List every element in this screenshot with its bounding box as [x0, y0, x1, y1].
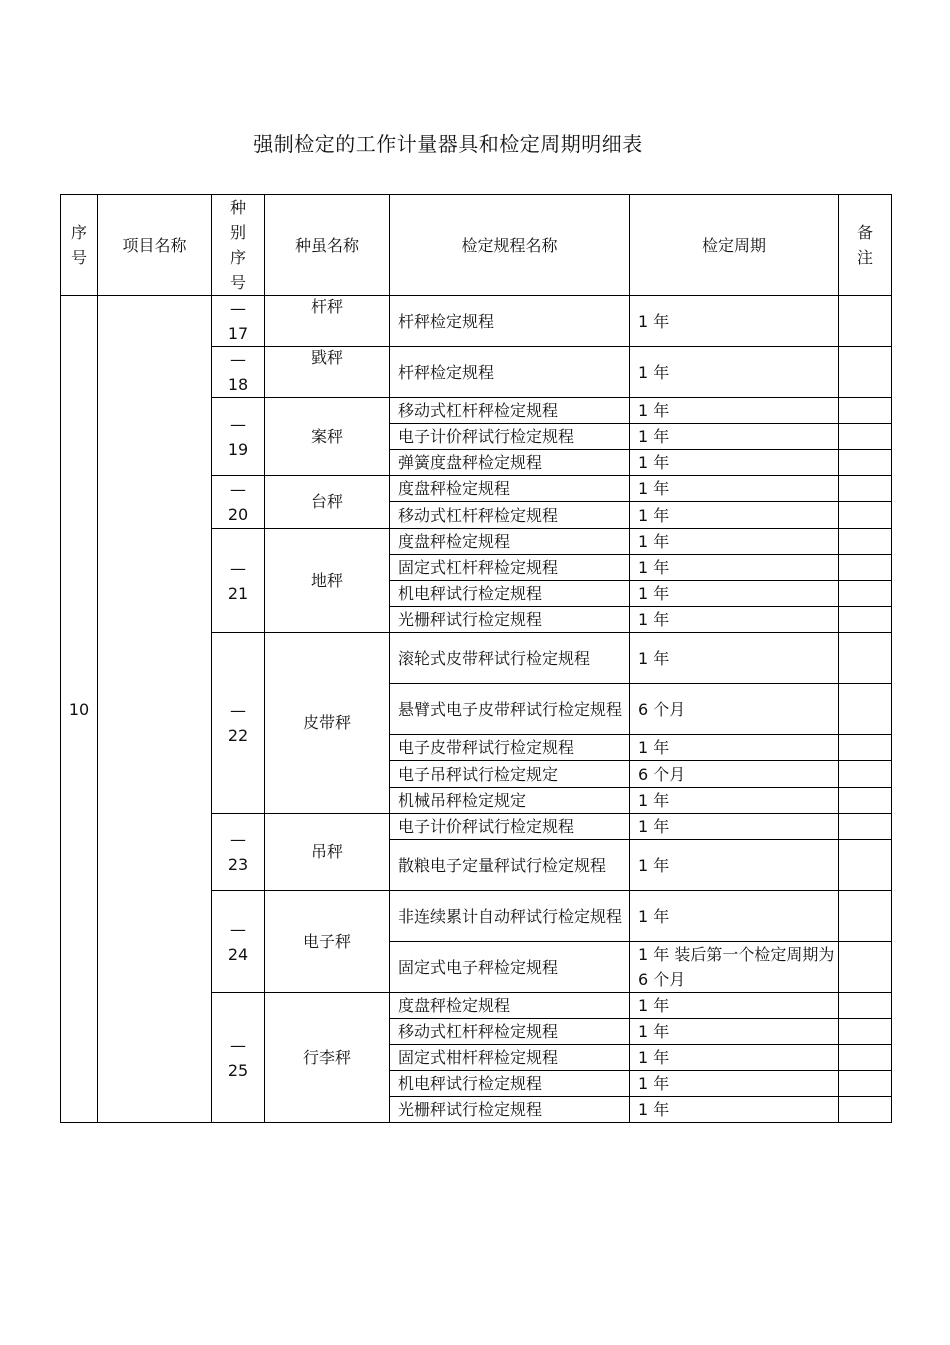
seq-cell: 10: [61, 296, 98, 1123]
cycle-cell: 1 年: [630, 1045, 839, 1071]
category-seq-cell: [212, 814, 265, 891]
regulation-cell: 度盘秤检定规程: [390, 529, 630, 555]
remark-cell: [839, 1071, 892, 1097]
remark-cell: [839, 424, 892, 450]
cycle-cell: 1 年: [630, 502, 839, 529]
category-name-cell: 杆秤: [265, 296, 390, 347]
table-body: [61, 296, 892, 1123]
category-dash: —: [230, 350, 246, 369]
category-number: 22: [227, 726, 249, 745]
cycle-cell: 1 年: [630, 1071, 839, 1097]
remark-cell: [839, 1097, 892, 1123]
verification-table: [60, 194, 892, 1123]
remark-cell: [839, 502, 892, 529]
category-seq-cell: [212, 633, 265, 814]
regulation-cell: 光栅秤试行检定规程: [390, 1097, 630, 1123]
cycle-cell: 1 年: [630, 788, 839, 814]
remark-cell: [839, 993, 892, 1019]
remark-cell: [839, 529, 892, 555]
category-number: 21: [227, 583, 249, 603]
category-seq-cell: [212, 398, 265, 476]
category-dash: —: [230, 480, 246, 499]
remark-cell: [839, 891, 892, 942]
cycle-cell: 1 年: [630, 1097, 839, 1123]
remark-cell: [839, 788, 892, 814]
category-name-cell: 行李秤: [265, 993, 390, 1123]
category-seq-cell: [212, 476, 265, 529]
cycle-cell: 1 年: [630, 347, 839, 398]
cycle-cell: 1 年: [630, 450, 839, 476]
regulation-cell: 电子吊秤试行检定规定: [390, 761, 630, 788]
cycle-cell: 1 年: [630, 814, 839, 840]
header-row: [61, 195, 892, 296]
header-project: 项目名称: [98, 195, 212, 296]
regulation-cell: 悬臂式电子皮带秤试行检定规程: [390, 684, 630, 735]
category-seq-cell: [212, 529, 265, 633]
category-number: 24: [227, 944, 249, 964]
regulation-cell: 机电秤试行检定规程: [390, 1071, 630, 1097]
remark-cell: [839, 347, 892, 398]
regulation-cell: 固定式杠杆秤检定规程: [390, 555, 630, 581]
remark-cell: [839, 814, 892, 840]
cycle-cell: 1 年: [630, 735, 839, 761]
category-name-cell: 案秤: [265, 398, 390, 476]
cycle-cell: 1 年: [630, 840, 839, 891]
category-name-cell: 电子秤: [265, 891, 390, 993]
category-number: 23: [227, 855, 249, 874]
header-remark: 备注: [839, 195, 892, 296]
category-dash: —: [230, 830, 246, 849]
category-number: 20: [227, 505, 249, 524]
regulation-cell: 移动式杠杆秤检定规程: [390, 398, 630, 424]
regulation-cell: 电子计价秤试行检定规程: [390, 814, 630, 840]
regulation-cell: 机电秤试行检定规程: [390, 581, 630, 607]
cycle-cell: 1 年: [630, 633, 839, 684]
remark-cell: [839, 581, 892, 607]
cycle-cell: 1 年: [630, 398, 839, 424]
table-row: [61, 296, 892, 347]
cycle-cell: 1 年: [630, 1019, 839, 1045]
regulation-cell: 固定式柑杆秤检定规程: [390, 1045, 630, 1071]
category-dash: —: [230, 558, 246, 578]
category-name-cell: 地秤: [265, 529, 390, 633]
regulation-cell: 移动式杠杆秤检定规程: [390, 502, 630, 529]
header-cat-name: 种虽名称: [265, 195, 390, 296]
header-cycle: 检定周期: [630, 195, 839, 296]
header-cat-seq: 种别序号: [212, 195, 265, 296]
regulation-cell: 杆秤检定规程: [390, 296, 630, 347]
cycle-cell: 1 年: [630, 296, 839, 347]
category-number: 18: [227, 375, 249, 394]
document-title: 强制检定的工作计量器具和检定周期明细表: [253, 132, 643, 156]
regulation-cell: 散粮电子定量秤试行检定规程: [390, 840, 630, 891]
regulation-cell: 光栅秤试行检定规程: [390, 607, 630, 633]
regulation-cell: 电子皮带秤试行检定规程: [390, 735, 630, 761]
regulation-cell: 滚轮式皮带秤试行检定规程: [390, 633, 630, 684]
regulation-cell: 机械吊秤检定规定: [390, 788, 630, 814]
category-number: 25: [227, 1060, 249, 1080]
category-number: 19: [227, 439, 249, 459]
category-name-cell: 皮带秤: [265, 633, 390, 814]
header-regulation: 检定规程名称: [390, 195, 630, 296]
regulation-cell: 弹簧度盘秤检定规程: [390, 450, 630, 476]
category-dash: —: [230, 414, 246, 434]
category-seq-cell: [212, 891, 265, 993]
regulation-cell: 电子计价秤试行检定规程: [390, 424, 630, 450]
category-name-cell: 戥秤: [265, 347, 390, 398]
category-dash: —: [230, 299, 246, 318]
regulation-cell: 移动式杠杆秤检定规程: [390, 1019, 630, 1045]
remark-cell: [839, 840, 892, 891]
category-seq-cell: [212, 993, 265, 1123]
cycle-cell: 1 年 装后第一个检定周期为 6 个月: [630, 942, 839, 993]
remark-cell: [839, 1045, 892, 1071]
regulation-cell: 度盘秤检定规程: [390, 993, 630, 1019]
cycle-cell: 1 年: [630, 891, 839, 942]
category-seq-cell: [212, 347, 265, 398]
project-cell: [98, 296, 212, 1123]
cycle-cell: 1 年: [630, 555, 839, 581]
remark-cell: [839, 942, 892, 993]
cycle-cell: 1 年: [630, 607, 839, 633]
cycle-cell: 6 个月: [630, 684, 839, 735]
regulation-cell: 度盘秤检定规程: [390, 476, 630, 502]
remark-cell: [839, 633, 892, 684]
cycle-cell: 1 年: [630, 529, 839, 555]
cycle-cell: 1 年: [630, 993, 839, 1019]
remark-cell: [839, 735, 892, 761]
cycle-cell: 1 年: [630, 424, 839, 450]
remark-cell: [839, 476, 892, 502]
category-name-cell: 吊秤: [265, 814, 390, 891]
category-dash: —: [230, 919, 246, 939]
remark-cell: [839, 398, 892, 424]
category-dash: —: [230, 701, 246, 720]
remark-cell: [839, 1019, 892, 1045]
remark-cell: [839, 684, 892, 735]
regulation-cell: 非连续累计自动秤试行检定规程: [390, 891, 630, 942]
regulation-cell: 杆秤检定规程: [390, 347, 630, 398]
cycle-cell: 1 年: [630, 581, 839, 607]
remark-cell: [839, 607, 892, 633]
category-number: 17: [227, 324, 249, 343]
cycle-cell: 1 年: [630, 476, 839, 502]
remark-cell: [839, 761, 892, 788]
category-dash: —: [230, 1035, 246, 1055]
category-seq-cell: [212, 296, 265, 347]
cycle-cell: 6 个月: [630, 761, 839, 788]
remark-cell: [839, 450, 892, 476]
remark-cell: [839, 296, 892, 347]
header-seq: 序号: [61, 195, 98, 296]
remark-cell: [839, 555, 892, 581]
category-name-cell: 台秤: [265, 476, 390, 529]
regulation-cell: 固定式电子秤检定规程: [390, 942, 630, 993]
